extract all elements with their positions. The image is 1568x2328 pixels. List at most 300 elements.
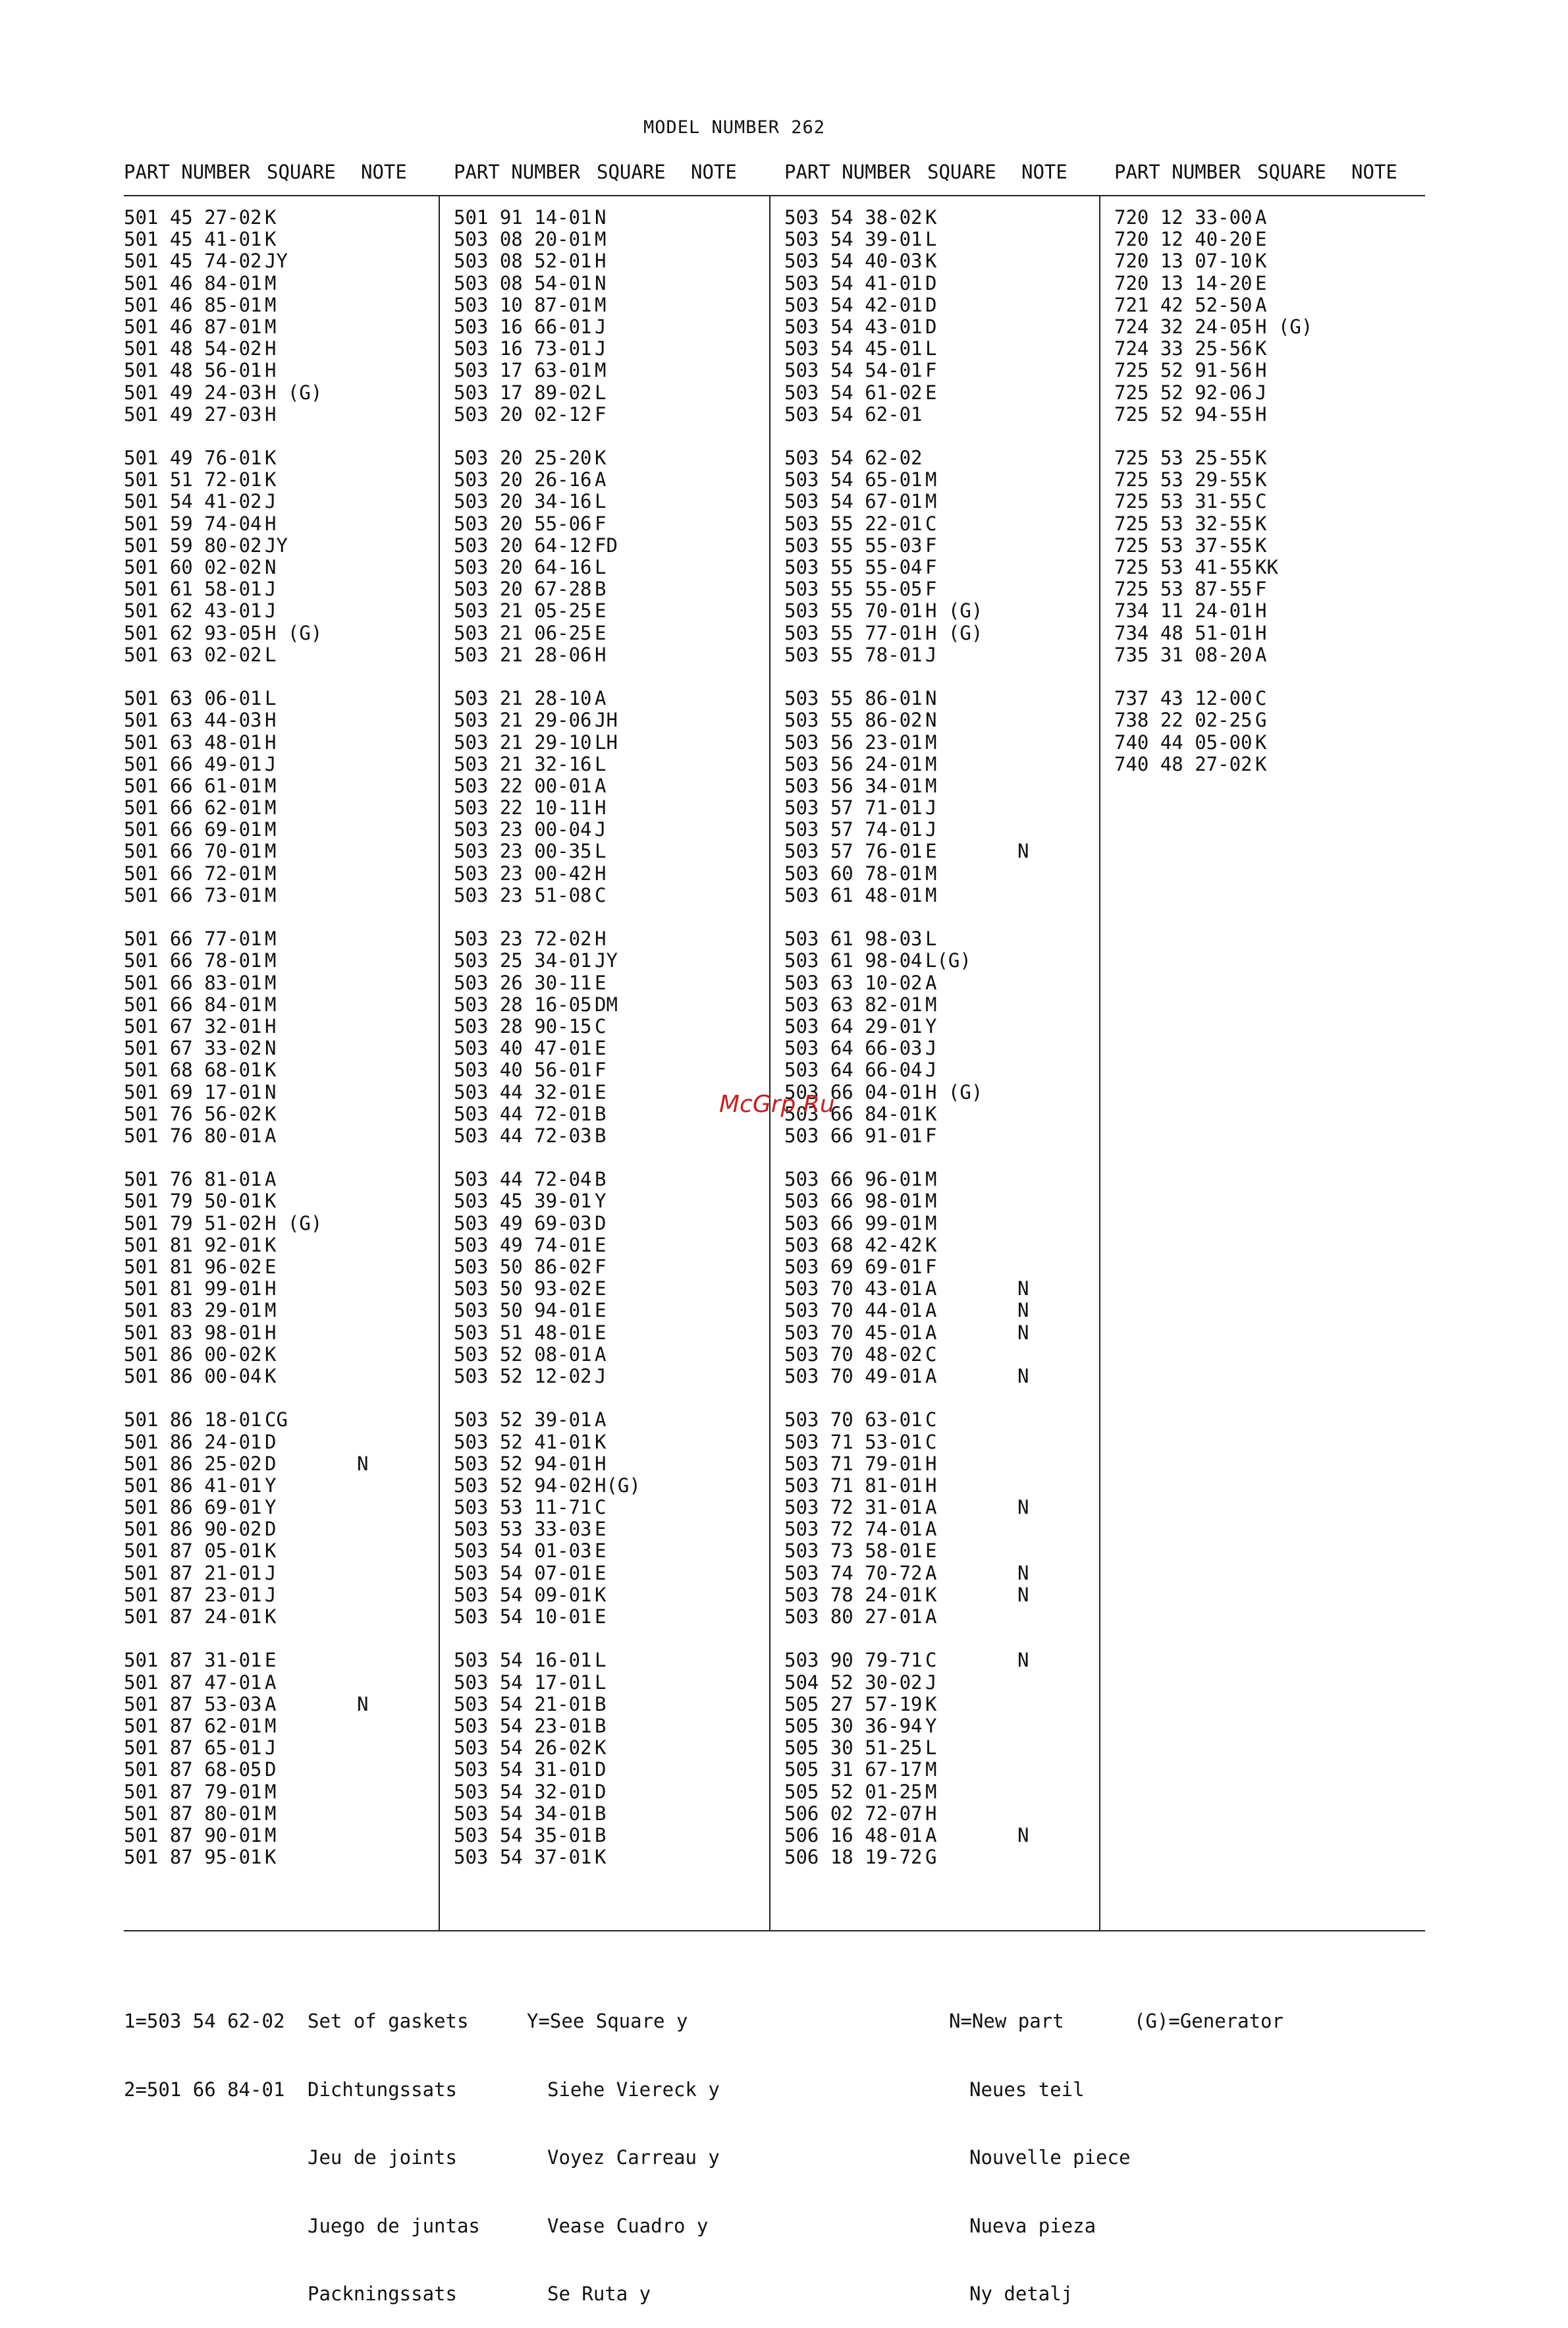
part-number: 503 21 29-06 — [454, 709, 592, 732]
part-number: 503 55 86-02 — [784, 709, 923, 732]
footer-line: N=New part — [949, 2010, 1064, 2032]
square-code: E — [925, 381, 937, 404]
part-number: 501 86 25-02 — [124, 1452, 262, 1475]
square-code: E — [595, 621, 607, 644]
square-code: K — [925, 1102, 937, 1125]
square-code: K — [265, 1343, 277, 1366]
part-number: 503 20 02-12 — [454, 402, 592, 426]
part-number: 503 21 32-16 — [454, 752, 592, 775]
part-number: 503 54 41-01 — [784, 271, 923, 294]
square-code: E — [1255, 271, 1267, 294]
square-code: N — [265, 1080, 277, 1103]
square-code: E — [595, 1299, 607, 1322]
square-code: C — [595, 1014, 607, 1038]
square-code: F — [1255, 578, 1267, 601]
square-code: E — [595, 1277, 607, 1300]
square-code: C — [925, 1430, 937, 1453]
part-number: 501 87 23-01 — [124, 1583, 262, 1606]
part-number: 501 66 49-01 — [124, 752, 262, 775]
footer-line: (G)=Generator — [1134, 2010, 1284, 2032]
square-code: M — [925, 883, 937, 906]
part-number: 501 45 74-02 — [124, 250, 262, 273]
part-number: 503 53 33-03 — [454, 1518, 592, 1541]
part-number: 501 87 24-01 — [124, 1605, 262, 1628]
part-number: 503 21 28-10 — [454, 687, 592, 710]
square-code: D — [265, 1518, 277, 1541]
square-code: D — [595, 1758, 607, 1781]
square-code: D — [265, 1430, 277, 1453]
part-number: 503 54 32-01 — [454, 1780, 592, 1803]
part-number: 503 72 31-01 — [784, 1496, 923, 1519]
part-number: 503 22 10-11 — [454, 796, 592, 819]
square-code: CG — [265, 1408, 288, 1431]
part-number: 503 52 08-01 — [454, 1343, 592, 1366]
square-code: M — [265, 1802, 277, 1825]
footer-line: Packningssats — [308, 2283, 457, 2305]
square-code: E — [595, 1518, 607, 1541]
part-number: 503 54 23-01 — [454, 1714, 592, 1737]
square-code: L — [595, 1671, 607, 1694]
part-number: 505 27 57-19 — [784, 1692, 923, 1715]
part-number: 501 66 61-01 — [124, 774, 262, 797]
part-number: 501 45 27-02 — [124, 206, 262, 229]
square-code: M — [925, 1780, 937, 1803]
square-code: M — [265, 971, 277, 994]
square-code: C — [925, 1649, 937, 1672]
part-number: 503 57 76-01 — [784, 840, 923, 863]
column-header-2 — [454, 161, 737, 183]
part-number: 501 87 53-03 — [124, 1692, 262, 1715]
square-code: G — [1255, 709, 1267, 732]
part-number: 503 54 37-01 — [454, 1846, 592, 1869]
square-code: H — [265, 402, 277, 426]
part-number: 503 66 99-01 — [784, 1211, 923, 1234]
part-number: 503 71 81-01 — [784, 1474, 923, 1497]
square-code: KK — [1255, 556, 1278, 578]
square-code: A — [925, 1364, 937, 1387]
square-code: H — [925, 1802, 937, 1825]
part-number: 501 81 99-01 — [124, 1277, 262, 1300]
part-number: 503 57 71-01 — [784, 796, 923, 819]
part-number: 503 52 39-01 — [454, 1408, 592, 1431]
part-number: 501 63 44-03 — [124, 709, 262, 732]
square-code: B — [595, 1692, 607, 1715]
square-code: E — [595, 1539, 607, 1563]
square-code: A — [595, 1343, 607, 1366]
square-code: B — [595, 1823, 607, 1846]
header-square: SQUARE — [597, 161, 666, 183]
header-part-number: PART NUMBER — [1114, 161, 1241, 183]
square-code: M — [265, 315, 277, 338]
part-number: 503 20 64-12 — [454, 534, 592, 557]
part-number: 503 70 43-01 — [784, 1277, 923, 1300]
square-code: A — [925, 1605, 937, 1628]
column-divider — [1099, 195, 1100, 1930]
square-code: A — [925, 1321, 937, 1344]
part-number: 725 53 32-55 — [1114, 512, 1253, 535]
square-code: H (G) — [265, 381, 323, 404]
square-code: J — [265, 1561, 277, 1584]
square-code: A — [925, 971, 937, 994]
part-number: 740 44 05-00 — [1114, 731, 1253, 754]
part-number: 503 66 04-01 — [784, 1080, 923, 1103]
square-code: A — [265, 1671, 277, 1694]
square-code: N — [925, 687, 937, 710]
square-code: H — [265, 731, 277, 754]
square-code: G — [925, 1846, 937, 1869]
part-number: 501 66 84-01 — [124, 993, 262, 1016]
square-code: C — [1255, 490, 1267, 513]
square-code: J — [925, 1037, 937, 1060]
part-number: 503 55 78-01 — [784, 643, 923, 666]
part-number: 501 67 32-01 — [124, 1014, 262, 1038]
square-code: E — [595, 971, 607, 994]
part-number: 501 79 50-01 — [124, 1190, 262, 1213]
part-number: 501 62 93-05 — [124, 621, 262, 644]
square-code: H — [595, 862, 607, 885]
square-code: K — [265, 206, 277, 229]
part-number: 503 54 65-01 — [784, 468, 923, 491]
square-code: Y — [265, 1496, 277, 1519]
square-code: F — [925, 556, 937, 578]
part-number: 501 66 78-01 — [124, 949, 262, 972]
part-number: 503 40 47-01 — [454, 1037, 592, 1060]
square-code: K — [1255, 468, 1267, 491]
square-code: H (G) — [925, 1080, 983, 1103]
part-number: 724 33 25-56 — [1114, 337, 1253, 360]
square-code: E — [595, 1605, 607, 1628]
part-number: 501 87 65-01 — [124, 1736, 262, 1760]
square-code: A — [265, 1168, 277, 1191]
part-number: 501 62 43-01 — [124, 599, 262, 623]
part-number: 503 78 24-01 — [784, 1583, 923, 1606]
square-code: B — [595, 1802, 607, 1825]
square-code: L — [925, 1736, 937, 1760]
square-code: J — [265, 1583, 277, 1606]
part-number: 501 45 41-01 — [124, 228, 262, 251]
part-number: 501 48 54-02 — [124, 337, 262, 360]
part-number: 503 50 86-02 — [454, 1256, 592, 1278]
part-number: 501 59 80-02 — [124, 534, 262, 557]
part-number: 503 55 22-01 — [784, 512, 923, 535]
square-code: D — [265, 1452, 277, 1475]
square-code: L — [265, 687, 277, 710]
footer-line: Y=See Square y — [527, 2010, 688, 2032]
square-code: K — [265, 1364, 277, 1387]
square-code: A — [925, 1299, 937, 1322]
square-code: K — [265, 468, 277, 491]
part-number: 503 16 73-01 — [454, 337, 592, 360]
square-code: J — [925, 818, 937, 841]
square-code: H — [265, 512, 277, 535]
square-code: M — [265, 949, 277, 972]
square-code: N — [925, 709, 937, 732]
part-number: 737 43 12-00 — [1114, 687, 1253, 710]
part-number: 503 20 64-16 — [454, 556, 592, 578]
part-number: 501 79 51-02 — [124, 1211, 262, 1234]
note-flag: N — [357, 1452, 369, 1475]
part-number: 501 46 84-01 — [124, 271, 262, 294]
square-code: A — [1255, 293, 1267, 316]
square-code: E — [925, 1539, 937, 1563]
part-number: 503 73 58-01 — [784, 1539, 923, 1563]
square-code: K — [925, 1583, 937, 1606]
square-code: M — [265, 883, 277, 906]
square-code: J — [925, 643, 937, 666]
footer-line: Neues teil — [969, 2078, 1085, 2101]
part-number: 503 55 70-01 — [784, 599, 923, 623]
note-flag: N — [1017, 1496, 1029, 1519]
square-code: M — [265, 1299, 277, 1322]
square-code: C — [595, 883, 607, 906]
part-number: 503 51 48-01 — [454, 1321, 592, 1344]
part-number: 503 70 45-01 — [784, 1321, 923, 1344]
square-code: M — [925, 993, 937, 1016]
part-number: 503 54 62-01 — [784, 402, 923, 426]
part-number: 503 56 23-01 — [784, 731, 923, 754]
square-code: A — [265, 1124, 277, 1147]
part-number: 503 08 54-01 — [454, 271, 592, 294]
part-number: 735 31 08-20 — [1114, 643, 1253, 666]
square-code: M — [925, 1211, 937, 1234]
square-code: K — [1255, 512, 1267, 535]
part-number: 503 54 40-03 — [784, 250, 923, 273]
part-number: 503 20 26-16 — [454, 468, 592, 491]
square-code: H(G) — [595, 1474, 641, 1497]
square-code: K — [1255, 447, 1267, 470]
watermark: McGrp.Ru — [719, 1091, 835, 1118]
square-code: F — [925, 1256, 937, 1278]
square-code: E — [595, 1561, 607, 1584]
square-code: K — [925, 1692, 937, 1715]
part-number: 503 61 48-01 — [784, 883, 923, 906]
part-number: 503 54 10-01 — [454, 1605, 592, 1628]
square-code: H — [595, 1452, 607, 1475]
part-number: 503 64 29-01 — [784, 1014, 923, 1038]
part-number: 501 87 21-01 — [124, 1561, 262, 1584]
square-code: M — [925, 490, 937, 513]
part-number: 501 76 56-02 — [124, 1102, 262, 1125]
part-number: 501 49 27-03 — [124, 402, 262, 426]
part-number: 725 53 31-55 — [1114, 490, 1253, 513]
part-number: 503 56 24-01 — [784, 752, 923, 775]
square-code: C — [925, 1343, 937, 1366]
square-code: H — [925, 1452, 937, 1475]
part-number: 501 87 62-01 — [124, 1714, 262, 1737]
part-number: 504 52 30-02 — [784, 1671, 923, 1694]
part-number: 501 76 81-01 — [124, 1168, 262, 1191]
part-number: 503 70 44-01 — [784, 1299, 923, 1322]
square-code: M — [265, 993, 277, 1016]
square-code: E — [595, 599, 607, 623]
part-number: 503 17 89-02 — [454, 381, 592, 404]
part-number: 501 66 70-01 — [124, 840, 262, 863]
square-code: Y — [595, 1190, 607, 1213]
part-number: 503 54 54-01 — [784, 359, 923, 382]
square-code: H — [595, 928, 607, 951]
part-number: 503 16 66-01 — [454, 315, 592, 338]
part-number: 503 54 61-02 — [784, 381, 923, 404]
part-number: 503 21 06-25 — [454, 621, 592, 644]
square-code: M — [265, 818, 277, 841]
part-number: 503 20 25-20 — [454, 447, 592, 470]
square-code: C — [1255, 687, 1267, 710]
part-number: 505 52 01-25 — [784, 1780, 923, 1803]
square-code: M — [925, 1168, 937, 1191]
square-code: D — [925, 315, 937, 338]
square-code: M — [265, 1780, 277, 1803]
part-number: 503 60 78-01 — [784, 862, 923, 885]
part-number: 503 50 94-01 — [454, 1299, 592, 1322]
square-code: D — [925, 271, 937, 294]
note-flag: N — [1017, 1561, 1029, 1584]
part-number: 503 66 96-01 — [784, 1168, 923, 1191]
square-code: H — [925, 1474, 937, 1497]
square-code: J — [265, 752, 277, 775]
part-number: 505 31 67-17 — [784, 1758, 923, 1781]
square-code: M — [925, 468, 937, 491]
footer-line: Jeu de joints — [308, 2146, 457, 2169]
square-code: K — [925, 250, 937, 273]
column-header-1 — [124, 161, 407, 183]
square-code: J — [595, 818, 607, 841]
square-code: J — [925, 1059, 937, 1082]
part-number: 503 45 39-01 — [454, 1190, 592, 1213]
square-code: M — [925, 752, 937, 775]
square-code: H — [595, 643, 607, 666]
part-number: 503 54 34-01 — [454, 1802, 592, 1825]
part-number: 738 22 02-25 — [1114, 709, 1253, 732]
part-number: 501 66 62-01 — [124, 796, 262, 819]
part-number: 503 25 34-01 — [454, 949, 592, 972]
part-number: 503 28 16-05 — [454, 993, 592, 1016]
part-number: 503 23 72-02 — [454, 928, 592, 951]
square-code: L — [925, 337, 937, 360]
part-number: 503 40 56-01 — [454, 1059, 592, 1082]
square-code: K — [1255, 731, 1267, 754]
part-number: 501 81 96-02 — [124, 1256, 262, 1278]
square-code: J — [265, 1736, 277, 1760]
square-code: M — [265, 1823, 277, 1846]
part-number: 503 70 49-01 — [784, 1364, 923, 1387]
part-number: 501 51 72-01 — [124, 468, 262, 491]
square-code: M — [265, 293, 277, 316]
note-flag: N — [1017, 840, 1029, 863]
part-number: 503 21 28-06 — [454, 643, 592, 666]
square-code: E — [595, 1233, 607, 1256]
square-code: M — [925, 731, 937, 754]
header-square: SQUARE — [927, 161, 996, 183]
part-number: 503 21 29-10 — [454, 731, 592, 754]
square-code: L — [595, 490, 607, 513]
square-code: L — [925, 928, 937, 951]
square-code: J — [925, 1671, 937, 1694]
part-number: 503 54 42-01 — [784, 293, 923, 316]
square-code: A — [595, 468, 607, 491]
square-code: JY — [265, 534, 288, 557]
square-code: Y — [925, 1014, 937, 1038]
footer-line: Nueva pieza — [969, 2214, 1096, 2237]
part-number: 501 83 29-01 — [124, 1299, 262, 1322]
square-code: H (G) — [265, 621, 323, 644]
table-top-rule — [124, 195, 1425, 196]
part-number: 725 53 25-55 — [1114, 447, 1253, 470]
part-number: 725 53 29-55 — [1114, 468, 1253, 491]
header-square: SQUARE — [1257, 161, 1326, 183]
square-code: K — [265, 1233, 277, 1256]
square-code: J — [595, 315, 607, 338]
part-number: 503 57 74-01 — [784, 818, 923, 841]
square-code: H (G) — [265, 1211, 323, 1234]
square-code: J — [1255, 381, 1267, 404]
footer-line: Ny detalj — [969, 2283, 1073, 2305]
square-code: FD — [595, 534, 618, 557]
part-number: 501 60 02-02 — [124, 556, 262, 578]
square-code: K — [265, 1605, 277, 1628]
square-code: Y — [925, 1714, 937, 1737]
footer-line: Juego de juntas — [308, 2214, 480, 2237]
square-code: H (G) — [1255, 315, 1313, 338]
part-number: 725 53 37-55 — [1114, 534, 1253, 557]
square-code: L — [595, 752, 607, 775]
square-code: A — [265, 1692, 277, 1715]
column-header-3 — [784, 161, 1068, 183]
square-code: F — [595, 1059, 607, 1082]
square-code: K — [265, 447, 277, 470]
square-code: LH — [595, 731, 618, 754]
part-number: 501 83 98-01 — [124, 1321, 262, 1344]
header-square: SQUARE — [267, 161, 336, 183]
square-code: K — [265, 1190, 277, 1213]
part-number: 503 54 35-01 — [454, 1823, 592, 1846]
footer-see-square — [527, 1964, 720, 2328]
part-number: 501 86 00-02 — [124, 1343, 262, 1366]
part-number: 501 67 33-02 — [124, 1037, 262, 1060]
part-number: 501 87 95-01 — [124, 1846, 262, 1869]
square-code: C — [925, 512, 937, 535]
square-code: K — [265, 1059, 277, 1082]
part-number: 503 70 63-01 — [784, 1408, 923, 1431]
part-number: 503 17 63-01 — [454, 359, 592, 382]
part-number: 503 08 20-01 — [454, 228, 592, 251]
part-number: 506 18 19-72 — [784, 1846, 923, 1869]
square-code: A — [925, 1518, 937, 1541]
part-number: 503 72 74-01 — [784, 1518, 923, 1541]
square-code: K — [265, 1539, 277, 1563]
square-code: K — [595, 1736, 607, 1760]
part-number: 503 08 52-01 — [454, 250, 592, 273]
part-number: 501 54 41-02 — [124, 490, 262, 513]
square-code: H — [1255, 402, 1267, 426]
header-part-number: PART NUMBER — [784, 161, 911, 183]
part-number: 501 46 85-01 — [124, 293, 262, 316]
square-code: K — [265, 228, 277, 251]
square-code: A — [595, 774, 607, 797]
square-code: J — [595, 1364, 607, 1387]
header-note: NOTE — [1021, 161, 1068, 183]
part-number: 725 52 94-55 — [1114, 402, 1253, 426]
part-number: 503 55 55-04 — [784, 556, 923, 578]
footer-line: Nouvelle piece — [969, 2146, 1131, 2169]
part-number: 503 23 00-04 — [454, 818, 592, 841]
part-number: 721 42 52-50 — [1114, 293, 1253, 316]
part-number: 503 66 84-01 — [784, 1102, 923, 1125]
square-code: M — [595, 228, 607, 251]
part-number: 503 80 27-01 — [784, 1605, 923, 1628]
part-number: 501 66 73-01 — [124, 883, 262, 906]
header-part-number: PART NUMBER — [124, 161, 251, 183]
square-code: D — [925, 293, 937, 316]
